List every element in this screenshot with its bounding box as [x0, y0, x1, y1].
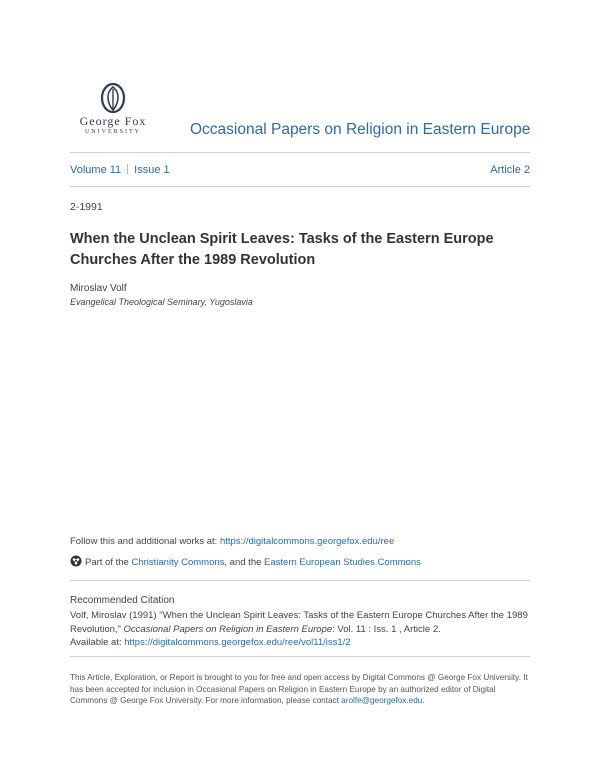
author-affiliation: Evangelical Theological Seminary, Yugoslavia — [70, 297, 253, 307]
contact-email-link[interactable]: arolfe@georgefox.edu — [341, 696, 423, 705]
follow-text: Follow this and additional works at: — [70, 536, 220, 547]
issue-breadcrumb — [70, 164, 530, 178]
university-seal-icon — [98, 83, 128, 113]
notice-end: . — [422, 696, 425, 705]
part-of-middle: , and the — [224, 557, 265, 568]
recommended-citation-heading: Recommended Citation — [70, 595, 175, 606]
network-icon — [70, 555, 82, 567]
logo-subtitle: UNIVERSITY — [85, 129, 141, 135]
divider — [70, 186, 530, 187]
logo-name: George Fox — [79, 114, 147, 128]
article-title: When the Unclean Spirit Leaves: Tasks of the Eastern Europe Churches After the 1989 Revolution — [70, 231, 494, 268]
citation-journal: Occasional Papers on Religion in Eastern Europe — [123, 623, 333, 635]
divider — [70, 152, 530, 153]
university-logo[interactable] — [68, 83, 158, 138]
follow-link[interactable]: https://digitalcommons.georgefox.edu/ree — [219, 536, 395, 547]
volume-link[interactable]: Volume 11 — [70, 164, 122, 176]
follow-line — [70, 536, 394, 547]
part-of-line — [70, 555, 421, 568]
publication-date: 2-1991 — [70, 201, 103, 213]
notice-text: This Article, Exploration, or Report is brought to you for free and open access by Digital Commons @ George Fox University. It has been accepted for inclusion in Occasional Papers on Religion in Eastern Europe by an authorized editor of Digital Commons @ George Fox University. For more information, please contact — [70, 673, 528, 705]
divider — [70, 580, 530, 581]
author-name: Miroslav Volf — [70, 283, 127, 294]
journal-title-link[interactable]: Occasional Papers on Religion in Eastern Europe — [190, 121, 531, 138]
part-of-prefix: Part of the — [85, 557, 132, 568]
citation-volume: : Vol. 11 : Iss. 1 , Article 2. — [332, 623, 441, 635]
issue-link[interactable]: Issue 1 — [134, 164, 170, 176]
divider — [70, 656, 530, 657]
citation-text: Volf, Miroslav (1991) "When the Unclean Spirit Leaves: Tasks of the Eastern Europe Churches After the 1989 Revolution," — [70, 610, 528, 635]
separator — [127, 164, 128, 174]
available-at-label: Available at: — [70, 637, 125, 648]
christianity-commons-link[interactable]: Christianity Commons — [131, 557, 225, 568]
access-notice — [70, 672, 530, 707]
citation-link[interactable]: https://digitalcommons.georgefox.edu/ree/vol11/iss1/2 — [124, 637, 351, 648]
article-link[interactable]: Article 2 — [490, 164, 530, 176]
eastern-european-studies-commons-link[interactable]: Eastern European Studies Commons — [264, 557, 421, 568]
recommended-citation — [70, 609, 530, 650]
